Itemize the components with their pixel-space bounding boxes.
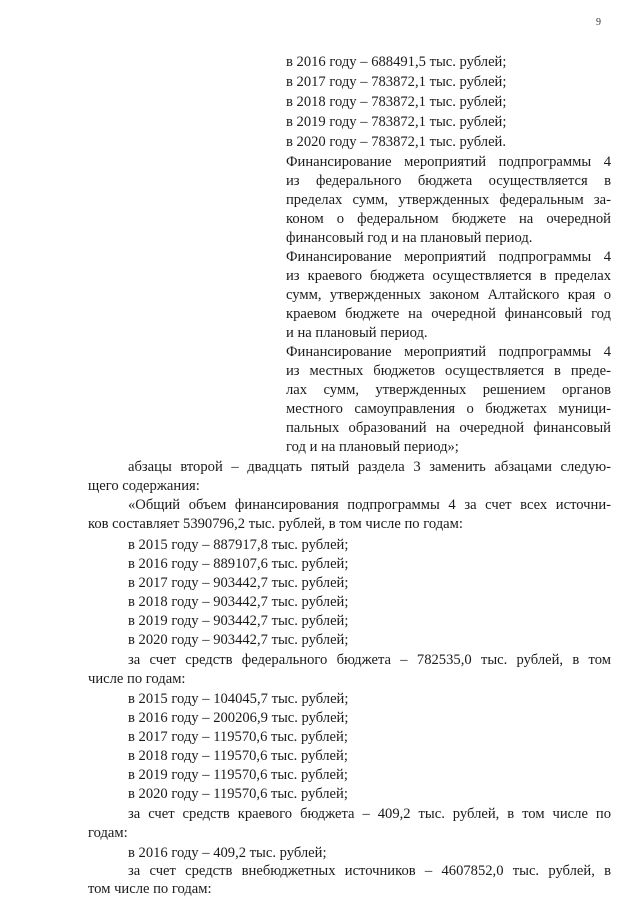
year-line: в 2019 году – 119570,6 тыс. рублей; [128, 767, 348, 783]
paragraph-line: и на плановый период. [286, 325, 428, 341]
year-line: в 2020 году – 119570,6 тыс. рублей; [128, 786, 348, 802]
body-line: том числе по годам: [88, 881, 212, 897]
year-line: в 2016 году – 688491,5 тыс. рублей; [286, 54, 507, 70]
year-line: в 2015 году – 104045,7 тыс. рублей; [128, 691, 349, 707]
year-line: в 2019 году – 903442,7 тыс. рублей; [128, 613, 349, 629]
paragraph-line: коном о федеральном бюджете на очередной [286, 211, 611, 227]
year-line: в 2017 году – 783872,1 тыс. рублей; [286, 74, 507, 90]
paragraph-line: Финансирование мероприятий подпрограммы 4 [286, 154, 611, 170]
year-line: в 2016 году – 409,2 тыс. рублей; [128, 845, 327, 861]
year-line: в 2019 году – 783872,1 тыс. рублей; [286, 114, 507, 130]
paragraph-line: год и на плановый период»; [286, 439, 459, 455]
year-line: в 2018 году – 903442,7 тыс. рублей; [128, 594, 349, 610]
year-line: в 2020 году – 783872,1 тыс. рублей. [286, 134, 507, 150]
year-line: в 2020 году – 903442,7 тыс. рублей; [128, 632, 349, 648]
paragraph-line: местного самоуправления о бюджетах муници- [286, 401, 611, 417]
body-line: годам: [88, 825, 128, 841]
body-line: за счет средств краевого бюджета – 409,2 тыс. рублей, в том числе по [128, 806, 611, 822]
year-line: в 2018 году – 783872,1 тыс. рублей; [286, 94, 507, 110]
paragraph-line: Финансирование мероприятий подпрограммы 4 [286, 344, 611, 360]
paragraph-line: из краевого бюджета осуществляется в пределах [286, 268, 611, 284]
body-line: за счет средств внебюджетных источников – 4607852,0 тыс. рублей, в [128, 863, 611, 879]
year-line: в 2017 году – 903442,7 тыс. рублей; [128, 575, 349, 591]
body-line: за счет средств федерального бюджета – 782535,0 тыс. рублей, в том [128, 652, 611, 668]
year-line: в 2016 году – 200206,9 тыс. рублей; [128, 710, 349, 726]
paragraph-line: лах сумм, утвержденных решением органов [286, 382, 611, 398]
year-line: в 2017 году – 119570,6 тыс. рублей; [128, 729, 348, 745]
paragraph-line: Финансирование мероприятий подпрограммы 4 [286, 249, 611, 265]
year-line: в 2016 году – 889107,6 тыс. рублей; [128, 556, 349, 572]
page-number: 9 [596, 17, 601, 28]
paragraph-line: пределах сумм, утвержденных федеральным за- [286, 192, 611, 208]
paragraph-line: сумм, утвержденных законом Алтайского края о [286, 287, 611, 303]
body-line: числе по годам: [88, 671, 186, 687]
paragraph-line: из местных бюджетов осуществляется в преде- [286, 363, 611, 379]
body-line: щего содержания: [88, 478, 200, 494]
body-line: «Общий объем финансирования подпрограммы 4 за счет всех источни- [128, 497, 611, 513]
paragraph-line: финансовый год и на плановый период. [286, 230, 533, 246]
body-line: абзацы второй – двадцать пятый раздела 3 заменить абзацами следую- [128, 459, 611, 475]
year-line: в 2018 году – 119570,6 тыс. рублей; [128, 748, 348, 764]
body-line: ков составляет 5390796,2 тыс. рублей, в том числе по годам: [88, 516, 463, 532]
paragraph-line: пальных образований на очередной финансовый [286, 420, 611, 436]
paragraph-line: краевом бюджете на очередной финансовый год [286, 306, 611, 322]
year-line: в 2015 году – 887917,8 тыс. рублей; [128, 537, 349, 553]
paragraph-line: из федерального бюджета осуществляется в [286, 173, 611, 189]
